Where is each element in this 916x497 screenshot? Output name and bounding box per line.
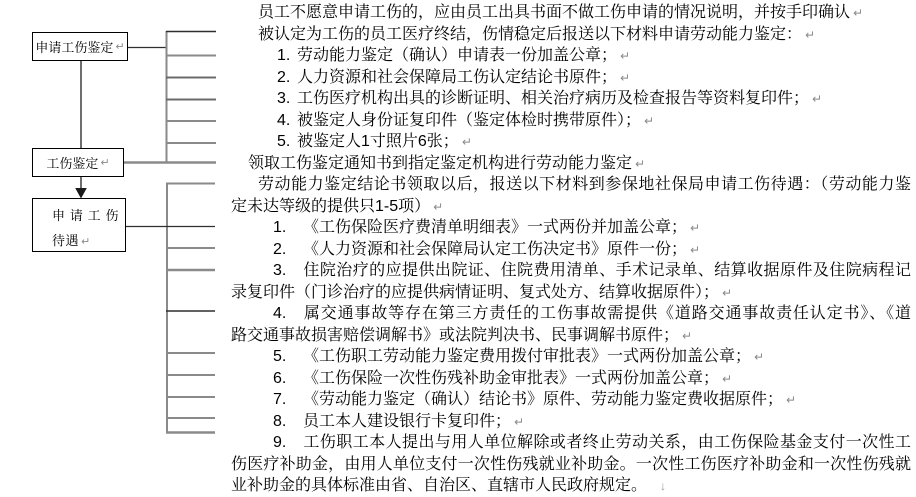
doc-line-text: 被鉴定人1寸照片6张； bbox=[297, 133, 459, 150]
list-number: 5. bbox=[273, 348, 287, 365]
flow-box-apply-injury-benefits[interactable] bbox=[32, 198, 126, 252]
doc-line-text: 住院治疗的应提供出院证、住院费用清单、手术记录单、结算收据原件及住院病程记 bbox=[303, 262, 911, 279]
paragraph-mark: ↵ bbox=[644, 113, 655, 128]
paragraph-mark: ↵ bbox=[100, 157, 110, 169]
doc-line bbox=[231, 260, 911, 282]
flow-box-label: 申请工伤鉴定 bbox=[35, 40, 114, 55]
doc-line bbox=[231, 368, 911, 390]
list-number: 1. bbox=[273, 219, 287, 236]
doc-line-text: 录复印件（门诊治疗的应提供病情证明、复式处方、结算收据原件）； bbox=[231, 283, 720, 301]
doc-line-text: 属交通事故等存在第三方责任的工伤事故需提供《道路交通事故责任认定书》、《道 bbox=[303, 305, 911, 322]
list-number: 6. bbox=[273, 369, 287, 387]
doc-line-text: 《工伤职工劳动能力鉴定费用拨付审批表》一式两份加盖公章； bbox=[303, 348, 752, 365]
doc-line bbox=[231, 325, 911, 347]
doc-line-text: 员工不愿意申请工伤的，应由员工出具书面不做工伤申请的情况说明，并按手印确认 bbox=[258, 4, 851, 21]
doc-line-text: 工伤医疗机构出具的诊断证明、相关治疗病历及检查报告等资料复印件； bbox=[297, 90, 810, 107]
doc-line bbox=[231, 411, 911, 433]
paragraph-mark: ↵ bbox=[81, 236, 91, 248]
doc-line-text: 劳动能力鉴定（确认）申请表一份加盖公章； bbox=[297, 47, 618, 64]
list-number: 3. bbox=[273, 262, 287, 279]
doc-line-text: 人力资源和社会保障局工伤认定结论书原件； bbox=[297, 68, 618, 86]
list-number: 4. bbox=[277, 111, 291, 129]
flow-box-injury-assessment[interactable] bbox=[32, 148, 124, 177]
list-number: 8. bbox=[273, 412, 287, 430]
paragraph-mark: ↵ bbox=[433, 199, 444, 214]
doc-line bbox=[231, 217, 911, 239]
doc-line-text: 路交通事故损害赔偿调解书》或法院判决书、民事调解书原件； bbox=[231, 326, 680, 344]
paragraph-mark: ↵ bbox=[786, 393, 797, 407]
doc-line-text: 劳动能力鉴定结论书领取以后，报送以下材料到参保地社保局申请工伤待遇：（劳动能力鉴 bbox=[258, 176, 911, 193]
doc-line-text: 《工伤保险一次性伤残补助金审批表》一式两份加盖公章； bbox=[303, 369, 720, 387]
document-text-area[interactable] bbox=[231, 2, 911, 497]
paragraph-mark: ↵ bbox=[722, 371, 733, 386]
doc-line-text: 定未达等级的提供只1-5项） bbox=[231, 197, 431, 215]
doc-line bbox=[231, 454, 911, 476]
doc-line bbox=[231, 346, 911, 368]
doc-line-text: 员工本人建设银行卡复印件； bbox=[303, 412, 512, 430]
list-number: 9. bbox=[273, 434, 287, 451]
doc-line bbox=[231, 88, 911, 110]
doc-line bbox=[231, 282, 911, 304]
doc-line-text: 被鉴定人身份证复印件（鉴定体检时携带原件）； bbox=[297, 111, 642, 129]
doc-line bbox=[231, 45, 911, 67]
list-number: 4. bbox=[273, 305, 287, 322]
paragraph-mark: ↵ bbox=[690, 242, 701, 257]
list-number: 2. bbox=[273, 240, 287, 258]
doc-line-text: 《劳动能力鉴定（确认）结论书》原件、劳动能力鉴定费收据原件； bbox=[303, 391, 784, 408]
doc-line-text: 被认定为工伤的员工医疗终结，伤情稳定后报送以下材料申请劳动能力鉴定： bbox=[258, 25, 803, 43]
doc-line-text: 业补助金的具体标准由省、自治区、直辖市人民政府规定。 bbox=[231, 477, 648, 494]
doc-line bbox=[231, 239, 911, 261]
list-number: 7. bbox=[273, 391, 287, 408]
paragraph-mark: ↵ bbox=[853, 6, 864, 20]
paragraph-mark: ↵ bbox=[805, 27, 816, 42]
doc-line bbox=[231, 131, 911, 153]
doc-line bbox=[231, 389, 911, 411]
paragraph-mark: ↵ bbox=[461, 135, 472, 149]
doc-line-text: 领取工伤鉴定通知书到指定鉴定机构进行劳动能力鉴定 bbox=[248, 154, 633, 172]
doc-line bbox=[231, 153, 911, 175]
paragraph-mark: ↵ bbox=[635, 156, 646, 171]
doc-line-text: 伤医疗补助金，由用人单位支付一次性伤残就业补助金。一次性工伤医疗补助金和一次性伤残就 bbox=[231, 455, 911, 473]
flow-box-label: 工伤鉴定 bbox=[46, 156, 99, 171]
paragraph-mark: ↵ bbox=[722, 285, 733, 300]
doc-line bbox=[231, 24, 911, 46]
doc-line-text: 工伤职工本人提出与用人单位解除或者终止劳动关系，由工伤保险基金支付一次性工 bbox=[303, 434, 911, 451]
flow-box-label: 申请工伤待遇 bbox=[52, 208, 119, 248]
list-number: 5. bbox=[277, 133, 291, 150]
paragraph-mark: ↵ bbox=[812, 92, 823, 106]
paragraph-mark: ↵ bbox=[514, 414, 525, 429]
list-number: 2. bbox=[277, 68, 291, 86]
doc-line bbox=[231, 110, 911, 132]
doc-line-text: 《人力资源和社会保障局认定工伤决定书》原件一份； bbox=[303, 240, 688, 258]
doc-line bbox=[231, 67, 911, 89]
doc-line-text: 《工伤保险医疗费清单明细表》一式两份并加盖公章； bbox=[303, 219, 688, 236]
doc-line bbox=[231, 303, 911, 325]
doc-line bbox=[231, 174, 911, 196]
arrowhead-down-icon bbox=[75, 188, 87, 199]
paragraph-mark: ↵ bbox=[754, 350, 765, 364]
flow-box-apply-injury-assessment[interactable] bbox=[32, 32, 128, 61]
list-number: 1. bbox=[277, 47, 291, 64]
doc-line bbox=[231, 432, 911, 454]
doc-line bbox=[231, 475, 911, 497]
list-number: 3. bbox=[277, 90, 291, 107]
paragraph-mark: ↵ bbox=[682, 328, 693, 343]
paragraph-mark: ↵ bbox=[620, 70, 631, 85]
paragraph-mark: ↵ bbox=[115, 41, 125, 53]
paragraph-mark: ↵ bbox=[690, 221, 701, 235]
paragraph-mark: ↵ bbox=[620, 49, 631, 63]
doc-line bbox=[231, 196, 911, 218]
end-mark: ↓ bbox=[660, 479, 667, 493]
doc-line bbox=[231, 2, 911, 24]
